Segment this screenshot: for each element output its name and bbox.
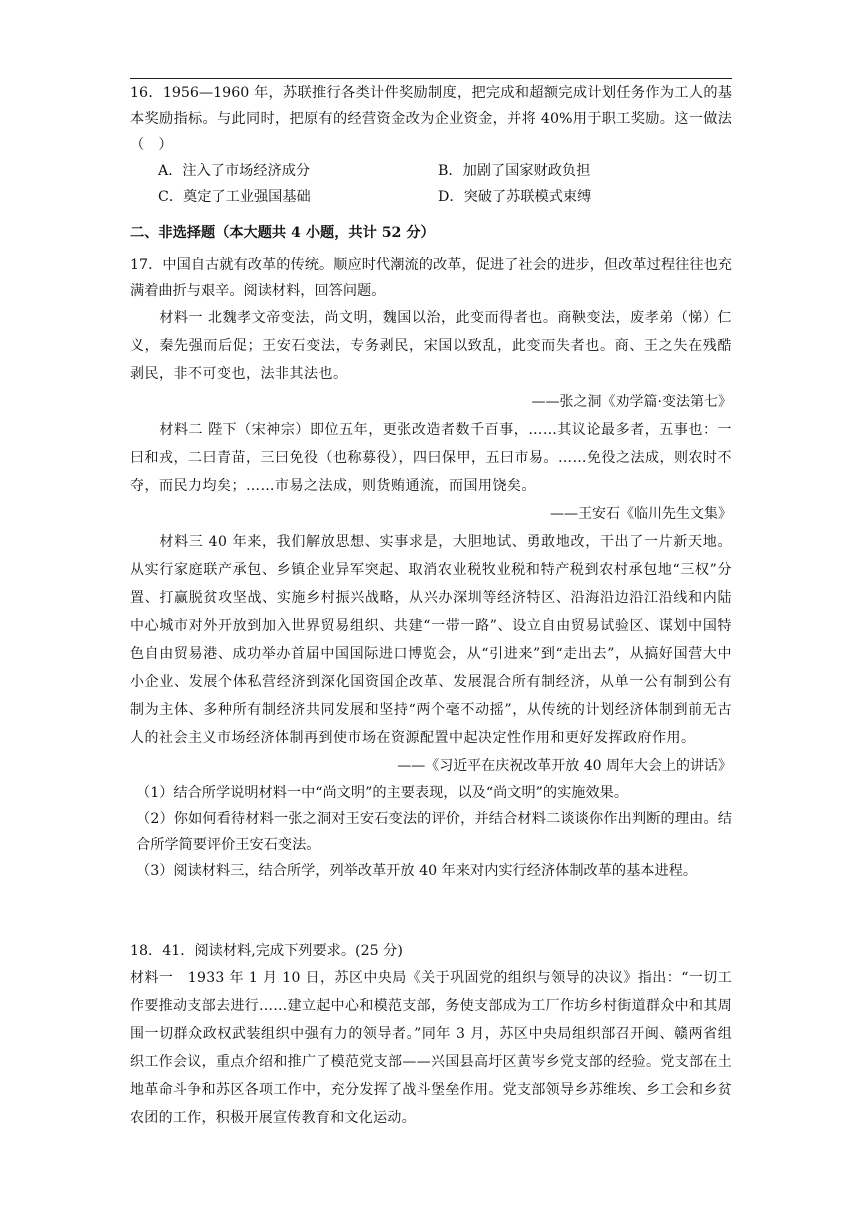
top-divider <box>130 78 732 79</box>
option-d: D．突破了苏联模式束缚 <box>438 189 592 205</box>
option-a: A．注入了市场经济成分 <box>158 163 311 179</box>
material-2: 材料二 陛下（宋神宗）即位五年，更张改造者数千百事，……其议论最多者，五事也：一曰和戎，二曰青苗，三曰免役（也称募役），四曰保甲，五曰市易。……免役之法成，则农时不夺，而民力均矣；……市易之法成，则货贿通流，而国用饶矣。 <box>130 422 732 494</box>
option-b: B．加剧了国家财政负担 <box>438 163 591 179</box>
material-2-source: ——王安石《临川先生文集》 <box>550 506 732 522</box>
page-content <box>130 80 732 1132</box>
option-c: C．奠定了工业强国基础 <box>158 189 311 205</box>
material-3-source: ——《习近平在庆祝改革开放 40 周年大会上的讲话》 <box>397 758 732 774</box>
question-16-stem: 16．1956—1960 年，苏联推行各类计件奖励制度，把完成和超额完成计划任务作为工人的基本奖励指标。与此同时，把原有的经营资金改为企业资金，并将 40%用于职工奖励。这一做法（ ） <box>130 85 732 153</box>
question-17-stem: 17．中国自古就有改革的传统。顺应时代潮流的改革，促进了社会的进步，但改革过程往往也充满着曲折与艰辛。阅读材料，回答问题。 <box>130 257 732 299</box>
material-1-source: ——张之洞《劝学篇·变法第七》 <box>531 394 732 410</box>
question-18-stem: 18．41．阅读材料,完成下列要求。(25 分) <box>130 943 403 959</box>
question-16 <box>130 80 732 210</box>
section-2-title: 二、非选择题（本大题共 4 小题，共计 52 分） <box>130 225 435 241</box>
sub-question-3: （3）阅读材料三，结合所学，列举改革开放 40 年来对内实行经济体制改革的基本进程。 <box>136 863 698 879</box>
question-16-options <box>130 158 732 210</box>
sub-question-1: （1）结合所学说明材料一中“尚文明”的主要表现，以及“尚文明”的实施效果。 <box>136 785 629 801</box>
question-18 <box>130 938 732 1132</box>
material-1: 材料一 北魏孝文帝变法，尚文明，魏国以治，此变而得者也。商鞅变法，废孝弟（悌）仁义，秦先强而后促；王安石变法，专务剥民，宋国以致乱，此变而失者也。商、王之失在残酷剥民，非不可变也，法非其法也。 <box>130 310 732 382</box>
question-17 <box>130 252 732 884</box>
question-18-material-1: 材料一 1933 年 1 月 10 日，苏区中央局《关于巩固党的组织与领导的决议》指出：“一切工作要推动支部去进行……建立起中心和模范支部，务使支部成为工厂作坊乡村街道群众中和其周围一切群众政权武装组织中强有力的领导者。”同年 3 月，苏区中央局组织部召开闽、赣两省组织工作会议，重点介绍和推广了模范党支部——兴国县高圩区黄岑乡党支部的经验。党支部在土地革命斗争和苏区各项工作中，充分发挥了战斗堡垒作用。党支部领导乡苏维埃、乡工会和乡贫农团的工作，积极开展宣传教育和文化运动。 <box>130 970 732 1126</box>
material-3: 材料三 40 年来，我们解放思想、实事求是，大胆地试、勇敢地改，干出了一片新天地。从实行家庭联产承包、乡镇企业异军突起、取消农业税牧业税和特产税到农村承包地“三权”分置、打赢脱贫攻坚战、实施乡村振兴战略，从兴办深圳等经济特区、沿海沿边沿江沿线和内陆中心城市对外开放到加入世界贸易组织、共建“一带一路”、设立自由贸易试验区、谋划中国特色自由贸易港、成功举办首届中国国际进口博览会，从“引进来”到“走出去”，从搞好国营大中小企业、发展个体私营经济到深化国资国企改革、发展混合所有制经济，从单一公有制到公有制为主体、多种所有制经济共同发展和坚持“两个毫不动摇”，从传统的计划经济体制到前无古人的社会主义市场经济体制再到使市场在资源配置中起决定性作用和更好发挥政府作用。 <box>130 534 732 746</box>
sub-question-2: （2）你如何看待材料一张之洞对王安石变法的评价，并结合材料二谈谈你作出判断的理由。结合所学简要评价王安石变法。 <box>136 811 732 853</box>
